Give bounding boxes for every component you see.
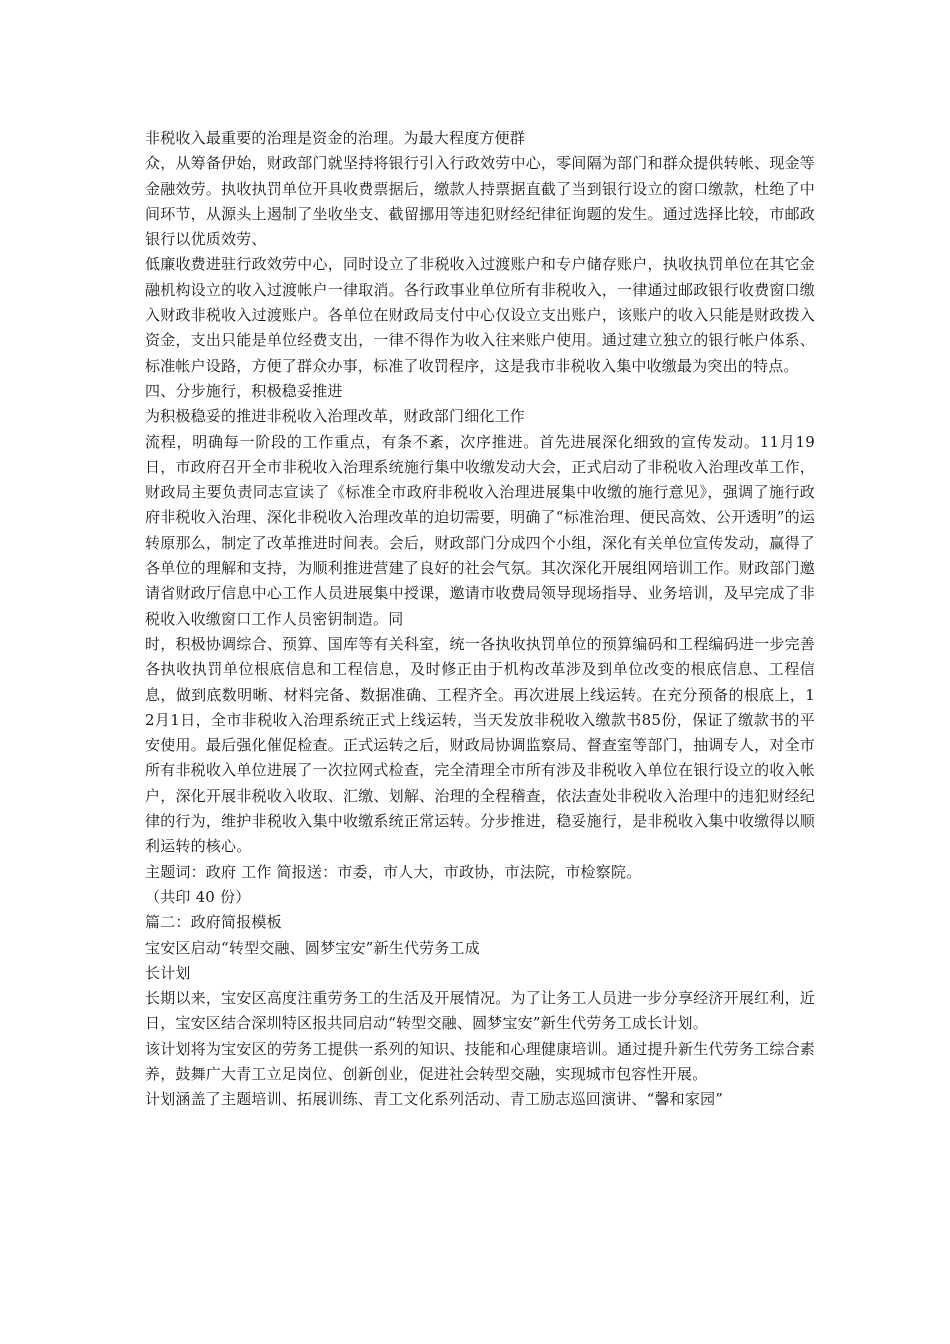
news-headline-line-1: 宝安区启动“转型交融、圆梦宝安”新生代劳务工成 [145,938,480,957]
section-heading-4: 四、分步施行，积极稳妥推进 [145,381,343,400]
paragraph-5: 为积极稳妥的推进非税收入治理改革，财政部门细化工作 [145,407,526,426]
paragraph-15: 计划涵盖了主题培训、拓展训练、青工文化系列活动、青工励志巡回演讲、“馨和家园” [145,1090,724,1109]
subject-words-line: 主题词：政府 工作 简报送：市委，市人大，市政协，市法院，市检察院。 [145,862,642,881]
paragraph-13: 长期以来，宝安区高度注重劳务工的生活及开展情况。为了让务工人员进一步分享经济开展红利，近日，宝安区结合深圳特区报共同启动“转型交融、圆梦宝安”新生代劳务工成长计划。 [145,989,815,1033]
paragraph-1: 非税收入最重要的治理是资金的治理。为最大程度方便群 [145,129,526,147]
paragraph-14: 该计划将为宝安区的劳务工提供一系列的知识、技能和心理健康培训。通过提升新生代劳务工综合素养，鼓舞广大青工立足岗位、创新创业，促进社会转型交融，实现城市包容性开展。 [145,1039,815,1083]
paragraph-3: 低廉收费进驻行政效劳中心，同时设立了非税收入过渡账户和专户储存账户，执收执罚单位在其它金融机构设立的收入过渡帐户一律取消。各行政事业单位所有非税收入，一律通过邮政银行收费窗口缴入财政非税收入过渡账户。各单位在财政局支付中心仅设立支出账户，该账户的收入只能是财政拨入资金，支出只能是单位经费支出，一律不得作为收入往来账户使用。通过建立独立的银行帐户体系、标准帐户设路，方便了群众办事，标准了收罚程序，这是我市非税收入集中收缴最为突出的特点。 [145,255,815,375]
paragraph-2: 众，从筹备伊始，财政部门就坚持将银行引入行政效劳中心，零间隔为部门和群众提供转帐、现金等金融效劳。执收执罚单位开具收费票据后，缴款人持票据直截了当到银行设立的窗口缴款，杜绝了中间环节，从源头上遏制了坐收坐支、截留挪用等违犯财经纪律征询题的发生。通过选择比较，市邮政银行以优质效劳、 [145,154,815,249]
document-body [145,126,815,1113]
paragraph-6: 流程，明确每一阶段的工作重点，有条不紊，次序推进。首先进展深化细致的宣传发动。11月19日，市政府召开全市非税收入治理系统施行集中收缴发动大会，正式启动了非税收入治理改革工作，财政局主要负责同志宣读了《标准全市政府非税收入治理进展集中收缴的施行意见》，强调了施行政府非税收入治理、深化非税收入治理改革的迫切需要，明确了“标准治理、便民高效、公开透明”的运转原那么，制定了改革推进时间表。会后，财政部门分成四个小组，深化有关单位宣传发动，赢得了各单位的理解和支持，为顺利推进营建了良好的社会气氛。其次深化开展组网培训工作。财政部门邀请省财政厅信息中心工作人员进展集中授课，邀请市收费局领导现场指导、业务培训，及早完成了非税收入收缴窗口工作人员密钥制造。同 [145,432,815,628]
print-count-line: （共印 40 份） [145,887,251,906]
news-headline-line-2: 长计划 [145,963,191,982]
paragraph-7: 时，积极协调综合、预算、国库等有关科室，统一各执收执罚单位的预算编码和工程编码进一步完善各执收执罚单位根底信息和工程信息，及时修正由于机构改革涉及到单位改变的根底信息、工程信息，做到底数明晰、材料完备、数据准确、工程齐全。再次进展上线运转。在充分预备的根底上，12月1日，全市非税收入治理系统正式上线运转，当天发放非税收入缴款书85份，保证了缴款书的平安使用。最后强化催促检查。正式运转之后，财政局协调监察局、督查室等部门，抽调专人，对全市所有非税收入单位进展了一次拉网式检查，完全清理全市所有涉及非税收入单位在银行设立的收入帐户，深化开展非税收入收取、汇缴、划解、治理的全程稽查，依法查处非税收入治理中的违犯财经纪律的行为，维护非税收入集中收缴系统正常运转。分步推进，稳妥施行，是非税收入集中收缴得以顺利运转的核心。 [145,634,815,856]
chapter-two-title: 篇二：政府简报模板 [145,913,282,932]
